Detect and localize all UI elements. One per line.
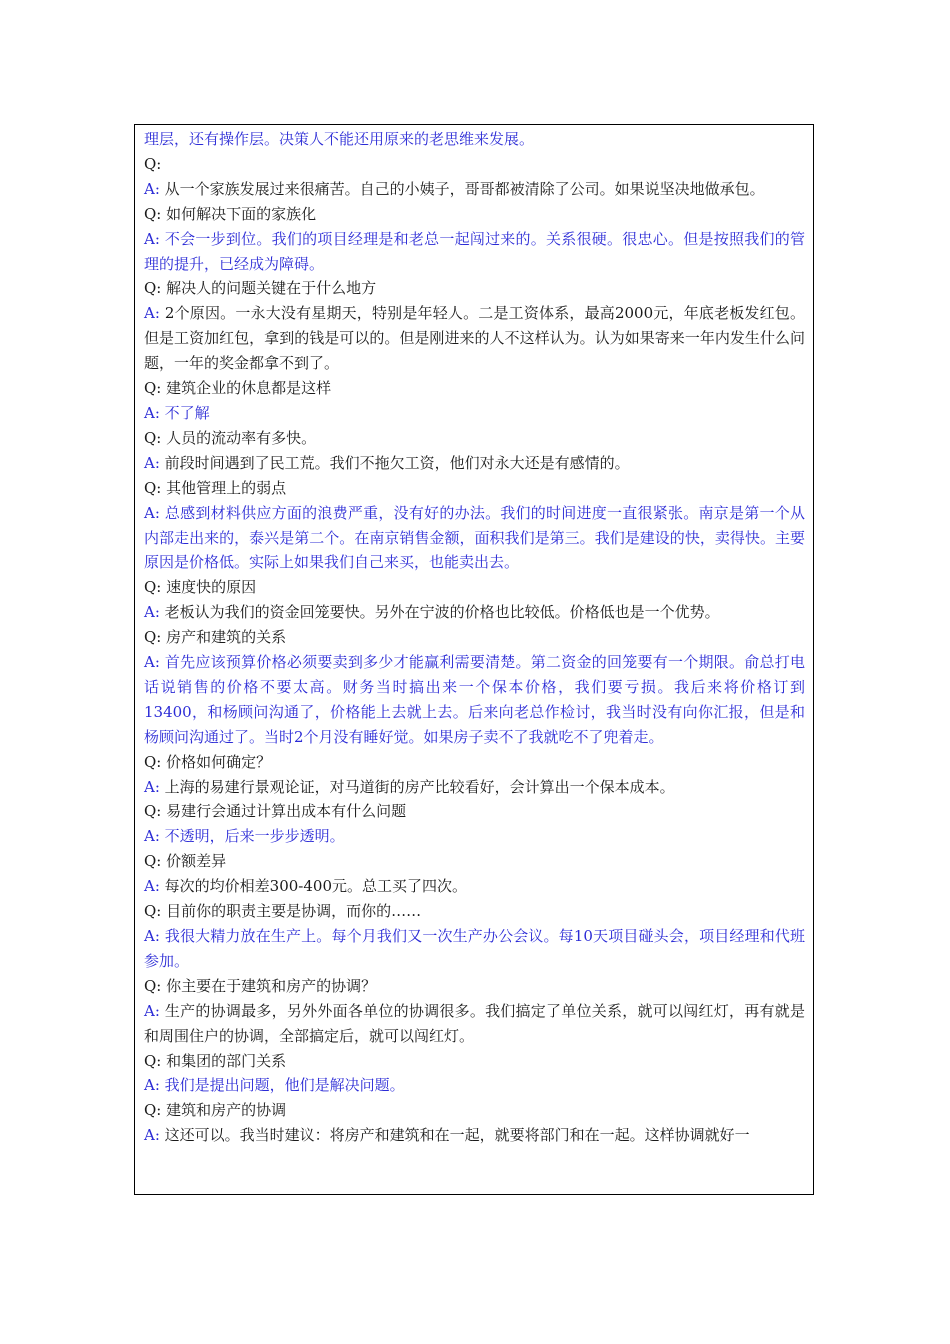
question-line: [144, 376, 805, 401]
answer-text: 这还可以。我当时建议：将房产和建筑和在一起，就要将部门和在一起。这样协调就好一: [164, 1126, 750, 1145]
answer-prefix: A:: [144, 877, 160, 896]
answer-prefix: A:: [144, 777, 160, 796]
question-line: [144, 476, 805, 501]
answer-prefix: A:: [144, 1076, 160, 1095]
question-text: 价格如何确定？: [166, 752, 272, 771]
question-line: [144, 849, 805, 874]
answer-line: [144, 999, 805, 1049]
answer-prefix: A:: [144, 453, 160, 472]
answer-line: [144, 1123, 805, 1148]
question-prefix: Q:: [144, 279, 162, 298]
question-prefix: Q:: [144, 752, 162, 771]
answer-prefix: A:: [144, 653, 160, 672]
answer-text: 从一个家族发展过来很痛苦。自己的小姨子，哥哥都被清除了公司。如果说坚决地做承包。: [164, 179, 765, 198]
question-prefix: Q:: [144, 478, 162, 497]
answer-line: [144, 177, 805, 202]
question-text: 你主要在于建筑和房产的协调？: [166, 976, 377, 995]
answer-text: 2个原因。一永大没有星期天，特别是年轻人。二是工资体系，最高2000元，年底老板发红包。但是工资加红包，拿到的钱是可以的。但是刚进来的人不这样认为。认为如果寄来一年内发生什么问题，一年的奖金都拿不到了。: [144, 304, 805, 373]
answer-text: 老板认为我们的资金回笼要快。另外在宁波的价格也比较低。价格低也是一个优势。: [164, 603, 720, 622]
question-text: 速度快的原因: [166, 578, 257, 597]
answer-line: [144, 874, 805, 899]
question-prefix: Q:: [144, 628, 162, 647]
answer-line: [144, 775, 805, 800]
answer-text: 不透明，后来一步步透明。: [164, 827, 345, 846]
answer-prefix: A:: [144, 403, 160, 422]
question-line: [144, 276, 805, 301]
question-line: [144, 974, 805, 999]
qa-text: 理层，还有操作层。决策人不能还用原来的老思维来发展。: [144, 130, 535, 148]
question-prefix: Q:: [144, 1101, 162, 1120]
answer-text: 不会一步到位。我们的项目经理是和老总一起闯过来的。关系很硬。很忠心。但是按照我们的管理的提升，已经成为障碍。: [144, 229, 805, 273]
question-text: 易建行会通过计算出成本有什么问题: [166, 802, 407, 821]
question-line: [144, 625, 805, 650]
answer-prefix: A:: [144, 304, 160, 323]
question-prefix: Q:: [144, 902, 162, 921]
question-line: [144, 1098, 805, 1123]
question-text: 建筑和房产的协调: [166, 1101, 287, 1120]
answer-prefix: A:: [144, 179, 160, 198]
question-line: [144, 152, 805, 177]
answer-text: 我们是提出问题，他们是解决问题。: [164, 1076, 405, 1095]
answer-line: [144, 650, 805, 750]
answer-line: [144, 1073, 805, 1098]
answer-line: [144, 924, 805, 974]
question-text: 其他管理上的弱点: [166, 478, 287, 497]
answer-line: [144, 600, 805, 625]
answer-line: [144, 301, 805, 376]
answer-text: 前段时间遇到了民工荒。我们不拖欠工资，他们对永大还是有感情的。: [164, 453, 630, 472]
question-prefix: Q:: [144, 428, 162, 447]
answer-prefix: A:: [144, 927, 160, 945]
answer-prefix: A:: [144, 1001, 160, 1020]
question-prefix: Q:: [144, 204, 162, 223]
answer-text: 每次的均价相差300-400元。总工买了四次。: [164, 877, 468, 896]
answer-text: 首先应该预算价格必须要卖到多少才能赢利需要清楚。第二资金的回笼要有一个期限。俞总打电话说销售的价格不要太高。财务当时搞出来一个保本价格，我们要亏损。我后来将价格订到13400，和杨顾问沟通了，价格能上去就上去。后来向老总作检讨，我当时没有向你汇报，但是和杨顾问沟通过了。当时2个月没有睡好觉。如果房子卖不了我就吃不了兜着走。: [144, 653, 805, 746]
question-text: 如何解决下面的家族化: [166, 204, 317, 223]
interview-qa-box: [134, 124, 814, 1195]
answer-prefix: A:: [144, 229, 160, 248]
qa-line: [144, 127, 805, 152]
question-text: 和集团的部门关系: [166, 1051, 287, 1070]
answer-line: [144, 824, 805, 849]
answer-line: [144, 451, 805, 476]
answer-text: 不了解: [164, 403, 210, 422]
question-line: [144, 575, 805, 600]
answer-line: [144, 227, 805, 277]
question-line: [144, 426, 805, 451]
answer-text: 总感到材料供应方面的浪费严重，没有好的办法。我们的时间进度一直很紧张。南京是第一个从内部走出来的，泰兴是第二个。在南京销售金额，面积我们是第三。我们是建设的快，卖得快。主要原因是价格低。实际上如果我们自己来买，也能卖出去。: [144, 503, 805, 572]
question-prefix: Q:: [144, 379, 162, 398]
question-line: [144, 750, 805, 775]
question-line: [144, 1049, 805, 1074]
question-prefix: Q:: [144, 578, 162, 597]
answer-line: [144, 401, 805, 426]
question-prefix: Q:: [144, 852, 162, 871]
question-text: 人员的流动率有多快。: [166, 428, 317, 447]
question-text: 解决人的问题关键在于什么地方: [166, 279, 377, 298]
question-text: 目前你的职责主要是协调，而你的……: [166, 902, 422, 921]
question-text: 价额差异: [166, 852, 227, 871]
answer-prefix: A:: [144, 827, 160, 846]
question-text: 房产和建筑的关系: [166, 628, 287, 647]
question-prefix: Q:: [144, 802, 162, 821]
question-line: [144, 202, 805, 227]
answer-prefix: A:: [144, 1126, 160, 1145]
question-prefix: Q:: [144, 976, 162, 995]
answer-prefix: A:: [144, 503, 160, 522]
question-text: 建筑企业的休息都是这样: [166, 379, 332, 398]
answer-text: 我很大精力放在生产上。每个月我们又一次生产办公会议。每10天项目碰头会，项目经理和代班参加。: [144, 927, 805, 970]
answer-line: [144, 501, 805, 576]
question-prefix: Q:: [144, 1051, 162, 1070]
answer-text: 生产的协调最多，另外外面各单位的协调很多。我们搞定了单位关系，就可以闯红灯，再有就是和周围住户的协调，全部搞定后，就可以闯红灯。: [144, 1001, 805, 1045]
answer-prefix: A:: [144, 603, 160, 622]
question-prefix: Q:: [144, 154, 162, 173]
question-line: [144, 799, 805, 824]
answer-text: 上海的易建行景观论证，对马道街的房产比较看好，会计算出一个保本成本。: [164, 777, 675, 796]
question-line: [144, 899, 805, 924]
